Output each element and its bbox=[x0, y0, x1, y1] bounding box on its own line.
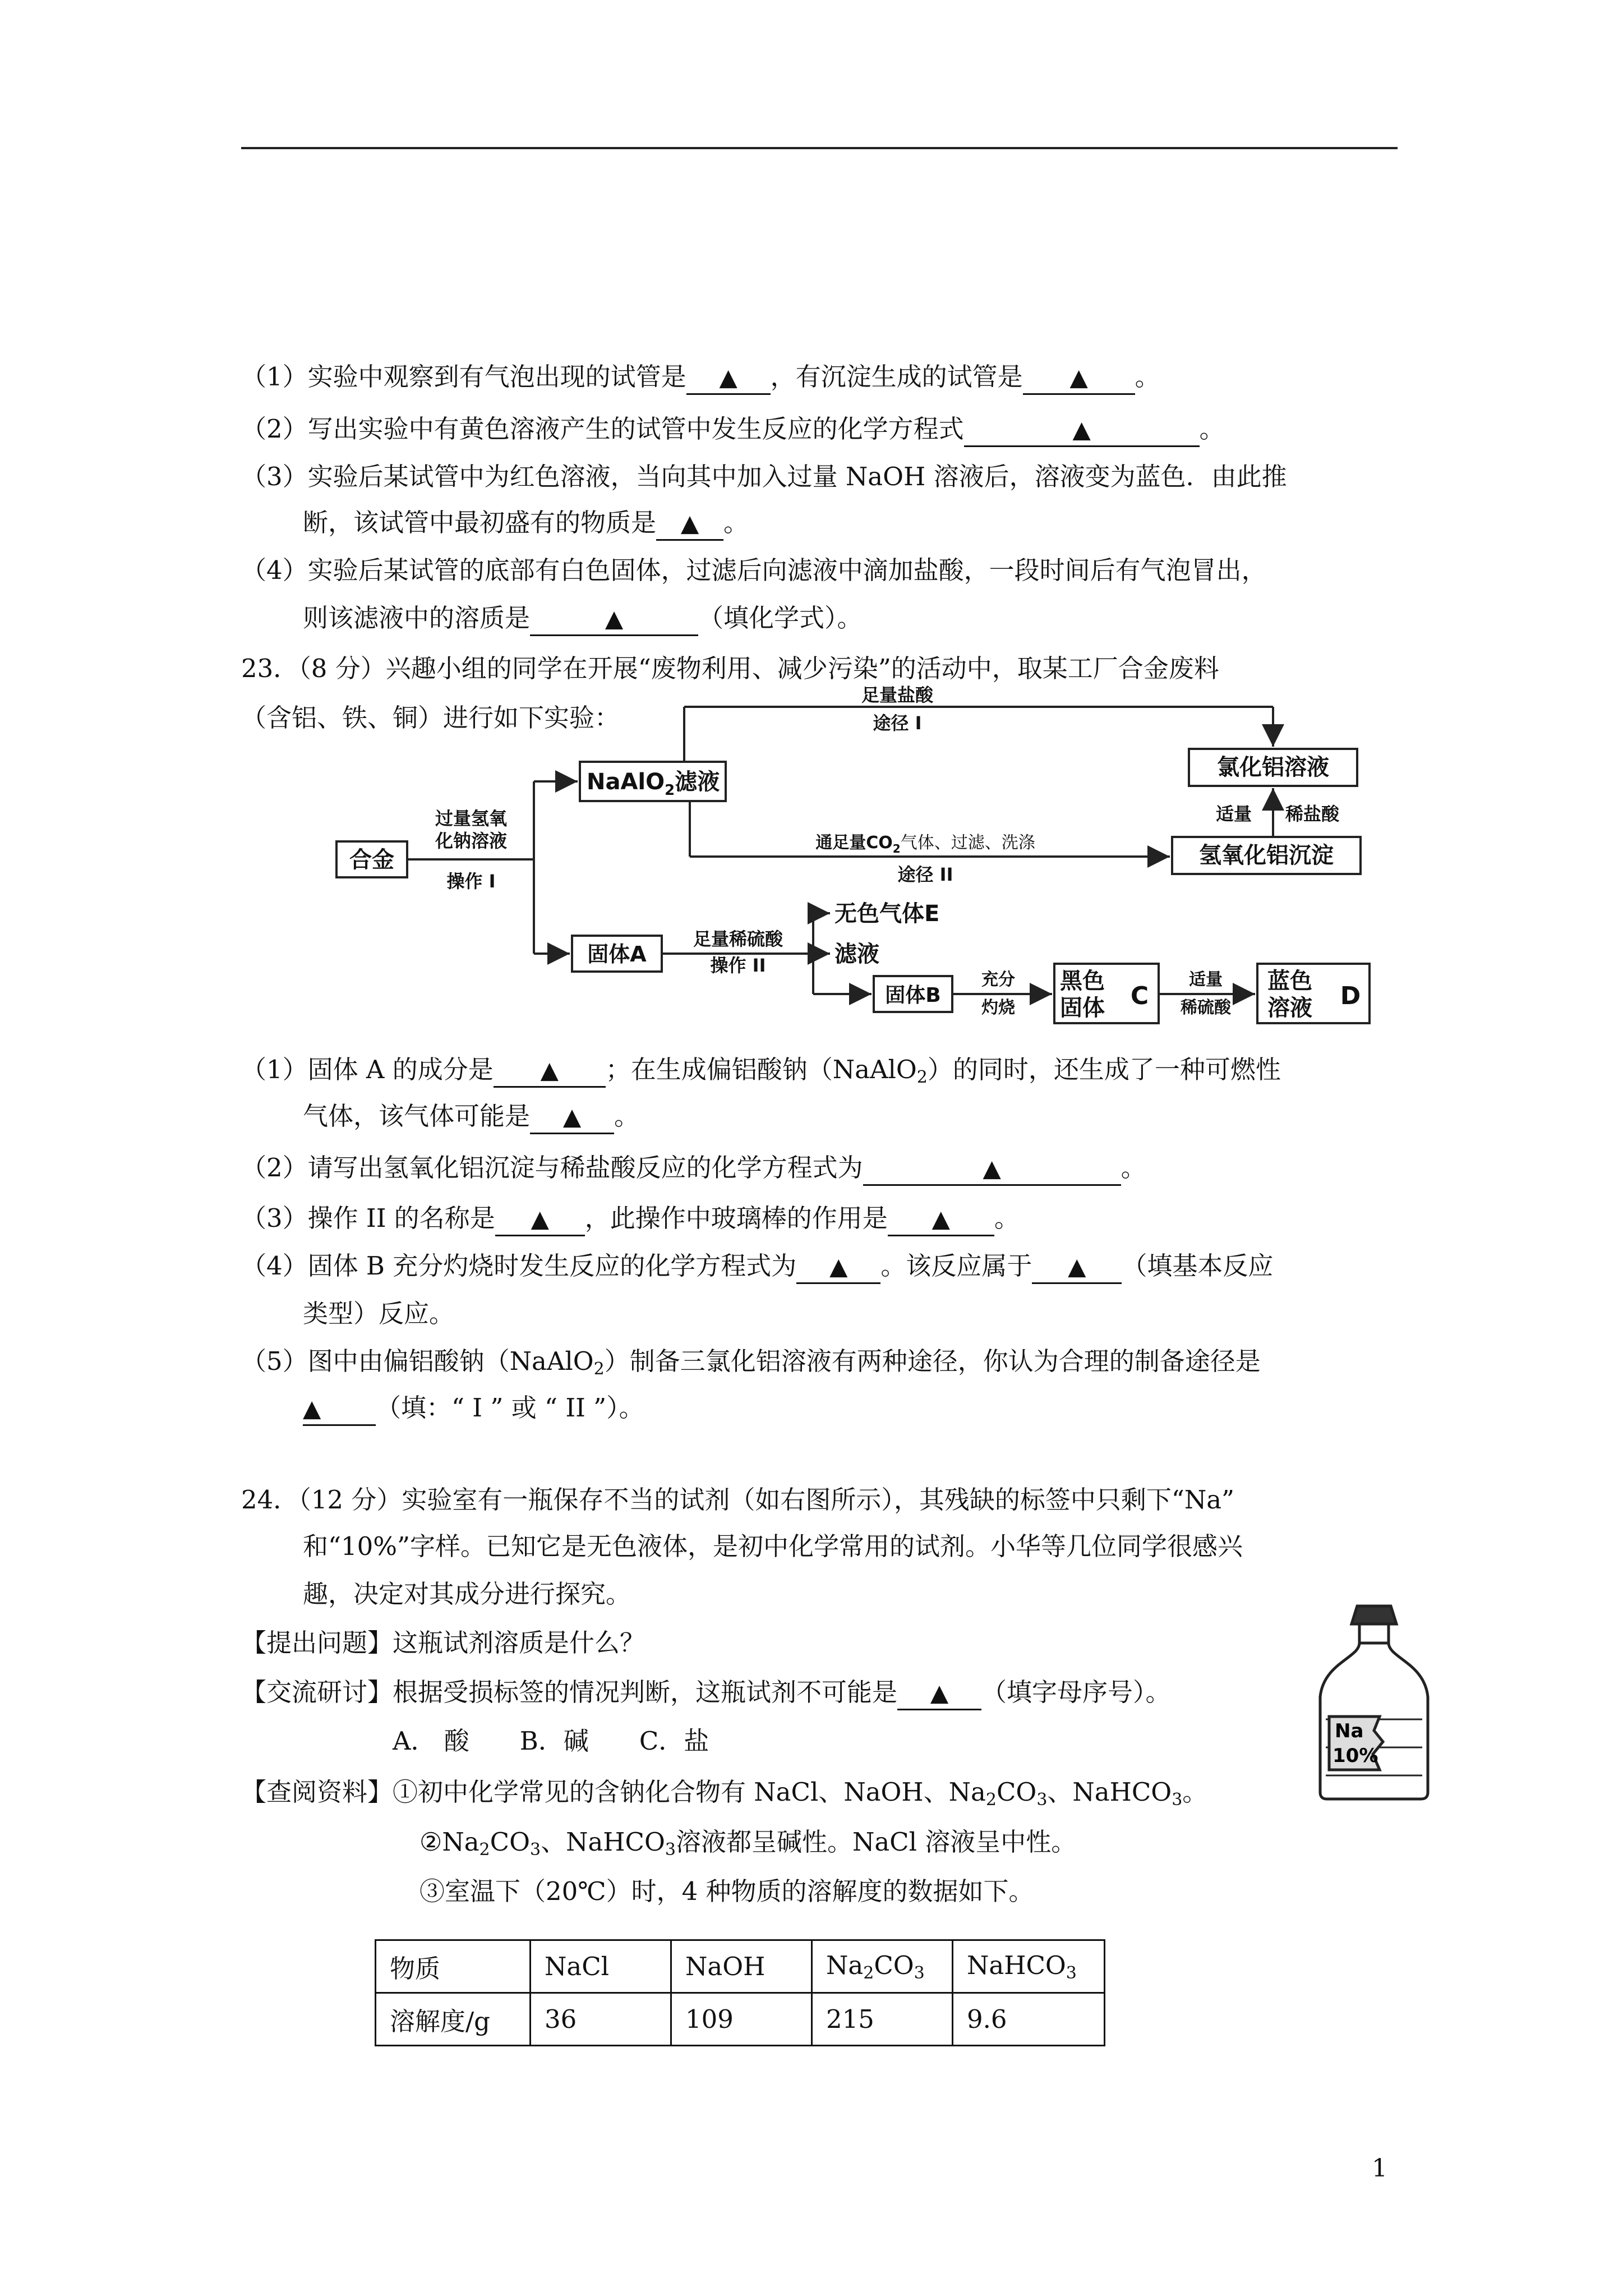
q23-sub4-line2: 类型）反应。 bbox=[303, 1299, 455, 1328]
label-solid-b: 固体B bbox=[885, 984, 941, 1007]
table-cell: 物质 bbox=[376, 1940, 531, 1993]
table-cell: $Na_2CO_3$ bbox=[812, 1940, 953, 1993]
label-black-c-letter: C bbox=[1130, 982, 1149, 1010]
label-black-c-2: 固体 bbox=[1060, 995, 1105, 1021]
table-cell: NaOH bbox=[671, 1940, 812, 1993]
table-row bbox=[376, 1993, 1105, 2046]
label-co2: 通足量$CO_2$气体、过滤、洗涤 bbox=[815, 833, 1035, 855]
q22-part3-line1: （3）实验后某试管中为红色溶液，当向其中加入过量 NaOH 溶液后，溶液变为蓝色．由此推 bbox=[241, 462, 1287, 491]
q23-sub1-line1: （1）固体 A 的成分是 ▲ ；在生成偏铝酸钠（NaAlO$_2$）的同时，还生成了一种可燃性 bbox=[241, 1055, 1281, 1087]
q24-ask: 【提出问题】这瓶试剂溶质是什么？ bbox=[241, 1628, 645, 1658]
answer-blank[interactable]: ▲ bbox=[530, 603, 698, 636]
answer-blank[interactable]: ▲ bbox=[494, 1055, 606, 1088]
answer-blank[interactable]: ▲ bbox=[863, 1153, 1121, 1186]
flow-diagram bbox=[331, 684, 1385, 1032]
reagent-bottle-illustration bbox=[1312, 1602, 1436, 1803]
table-row bbox=[376, 1940, 1105, 1993]
label-route1: 途径 I bbox=[873, 712, 922, 734]
table-cell: 9.6 bbox=[953, 1993, 1105, 2046]
label-burn-2: 灼烧 bbox=[981, 998, 1015, 1018]
q24-options: A． 酸 B．碱 C．盐 bbox=[393, 1726, 709, 1756]
q23-sub1-line2: 气体，该气体可能是 ▲ 。 bbox=[303, 1098, 1458, 1134]
q24-ref3: ③室温下（20℃）时，4 种物质的溶解度的数据如下。 bbox=[419, 1876, 1034, 1906]
label-naoh-1: 过量氢氧 bbox=[435, 808, 508, 829]
label-black-c-1: 黑色 bbox=[1060, 968, 1105, 994]
label-naoh-2: 化钠溶液 bbox=[435, 830, 508, 852]
answer-blank[interactable]: ▲ bbox=[1023, 362, 1135, 395]
answer-blank[interactable]: ▲ bbox=[1032, 1251, 1122, 1284]
q23-sub5-line1: （5）图中由偏铝酸钠（NaAlO$_2$）制备三氯化铝溶液有两种途径，你认为合理的制备途径是 bbox=[241, 1346, 1261, 1379]
table-cell: 215 bbox=[812, 1993, 953, 2046]
q22-part2: （2）写出实验中有黄色溶液产生的试管中发生反应的化学方程式 ▲ 。 bbox=[241, 411, 1396, 447]
label-blue-d-1: 蓝色 bbox=[1267, 968, 1312, 994]
label-burn-1: 充分 bbox=[981, 970, 1015, 990]
answer-blank[interactable]: ▲ bbox=[303, 1393, 376, 1426]
q23-intro-line1: 23．（8 分）兴趣小组的同学在开展“废物利用、减少污染”的活动中，取某工厂合金废料 bbox=[241, 654, 1219, 683]
q23-sub5-line2: ▲ （填：“ I ” 或 “ II ”）。 bbox=[303, 1390, 1458, 1426]
bottle-label-percent: 10% bbox=[1332, 1745, 1378, 1767]
header-rule bbox=[241, 147, 1398, 149]
label-blue-d-2: 溶液 bbox=[1267, 995, 1312, 1021]
label-h2so4b-2: 稀硫酸 bbox=[1181, 998, 1231, 1018]
label-filtrate: 滤液 bbox=[834, 941, 879, 967]
page-number: 1 bbox=[1372, 2154, 1387, 2183]
label-aloh3: 氢氧化铝沉淀 bbox=[1199, 843, 1334, 868]
q23-sub4-line1: （4）固体 B 充分灼烧时发生反应的化学方程式为 ▲ 。该反应属于 ▲ （填基本反应 bbox=[241, 1248, 1396, 1284]
bottle-label-na: Na bbox=[1335, 1720, 1364, 1742]
answer-blank[interactable]: ▲ bbox=[796, 1251, 880, 1284]
q24-intro-line3: 趣，决定对其成分进行探究。 bbox=[303, 1579, 631, 1609]
q23-intro-line2: （含铝、铁、铜）进行如下实验： bbox=[241, 703, 620, 733]
label-hcl-1: 适量 bbox=[1215, 803, 1252, 825]
q24-intro-line1: 24．（12 分）实验室有一瓶保存不当的试剂（如右图所示），其残缺的标签中只剩下“Na” bbox=[241, 1485, 1235, 1515]
label-route1-reagent: 足量盐酸 bbox=[861, 684, 934, 706]
label-gas-e: 无色气体E bbox=[834, 901, 940, 927]
q23-sub2: （2）请写出氢氧化铝沉淀与稀盐酸反应的化学方程式为 ▲ 。 bbox=[241, 1150, 1396, 1186]
label-blue-d-letter: D bbox=[1340, 982, 1361, 1010]
q22-part4-line1: （4）实验后某试管的底部有白色固体，过滤后向滤液中滴加盐酸，一段时间后有气泡冒出， bbox=[241, 555, 1267, 585]
label-route2: 途径 II bbox=[897, 864, 953, 885]
label-h2so4b-1: 适量 bbox=[1189, 970, 1223, 990]
answer-blank[interactable]: ▲ bbox=[897, 1677, 981, 1710]
table-cell: 109 bbox=[671, 1993, 812, 2046]
label-alloy: 合金 bbox=[349, 847, 394, 873]
q24-intro-line2: 和“10%”字样。已知它是无色液体，是初中化学常用的试剂。小华等几位同学很感兴 bbox=[303, 1531, 1243, 1561]
q24-ref2: $②Na_2CO_3$、NaHCO$_3$溶液都呈碱性。NaCl 溶液呈中性。 bbox=[419, 1827, 1077, 1860]
answer-blank[interactable]: ▲ bbox=[656, 508, 723, 541]
table-cell: NaCl bbox=[531, 1940, 671, 1993]
answer-blank[interactable]: ▲ bbox=[530, 1101, 614, 1134]
label-alcl3: 氯化铝溶液 bbox=[1217, 754, 1329, 780]
q22-part3-line2: 断，该试管中最初盛有的物质是 ▲ 。 bbox=[303, 505, 1458, 541]
table-cell: 36 bbox=[531, 1993, 671, 2046]
table-cell: NaHCO$_3$ bbox=[953, 1940, 1105, 1993]
label-op1: 操作 I bbox=[446, 871, 496, 892]
q22-part1: （1）实验中观察到有气泡出现的试管是 ▲ ，有沉淀生成的试管是 ▲ 。 bbox=[241, 359, 1396, 395]
solubility-table bbox=[375, 1939, 1105, 2046]
answer-blank[interactable]: ▲ bbox=[495, 1203, 585, 1236]
answer-blank[interactable]: ▲ bbox=[964, 414, 1200, 447]
label-op2: 操作 II bbox=[710, 955, 766, 976]
table-cell: 溶解度/g bbox=[376, 1993, 531, 2046]
q24-ref1: 【查阅资料】①初中化学常见的含钠化合物有 NaCl、NaOH、$Na_2CO_3$、NaHCO$_3$。 bbox=[241, 1777, 1208, 1810]
q23-sub3: （3）操作 II 的名称是 ▲ ，此操作中玻璃棒的作用是 ▲ 。 bbox=[241, 1200, 1396, 1236]
q22-part4-line2: 则该滤液中的溶质是 ▲ （填化学式）。 bbox=[303, 600, 1458, 636]
answer-blank[interactable]: ▲ bbox=[686, 362, 771, 395]
label-h2so4: 足量稀硫酸 bbox=[693, 928, 783, 950]
answer-blank[interactable]: ▲ bbox=[888, 1203, 994, 1236]
q24-discuss: 【交流研讨】根据受损标签的情况判断，这瓶试剂不可能是 ▲ （填字母序号）。 bbox=[241, 1674, 1396, 1710]
label-solid-a: 固体A bbox=[587, 942, 647, 967]
label-hcl-2: 稀盐酸 bbox=[1285, 803, 1340, 825]
label-naalo2: NaAlO$_2$滤液 bbox=[587, 769, 720, 799]
